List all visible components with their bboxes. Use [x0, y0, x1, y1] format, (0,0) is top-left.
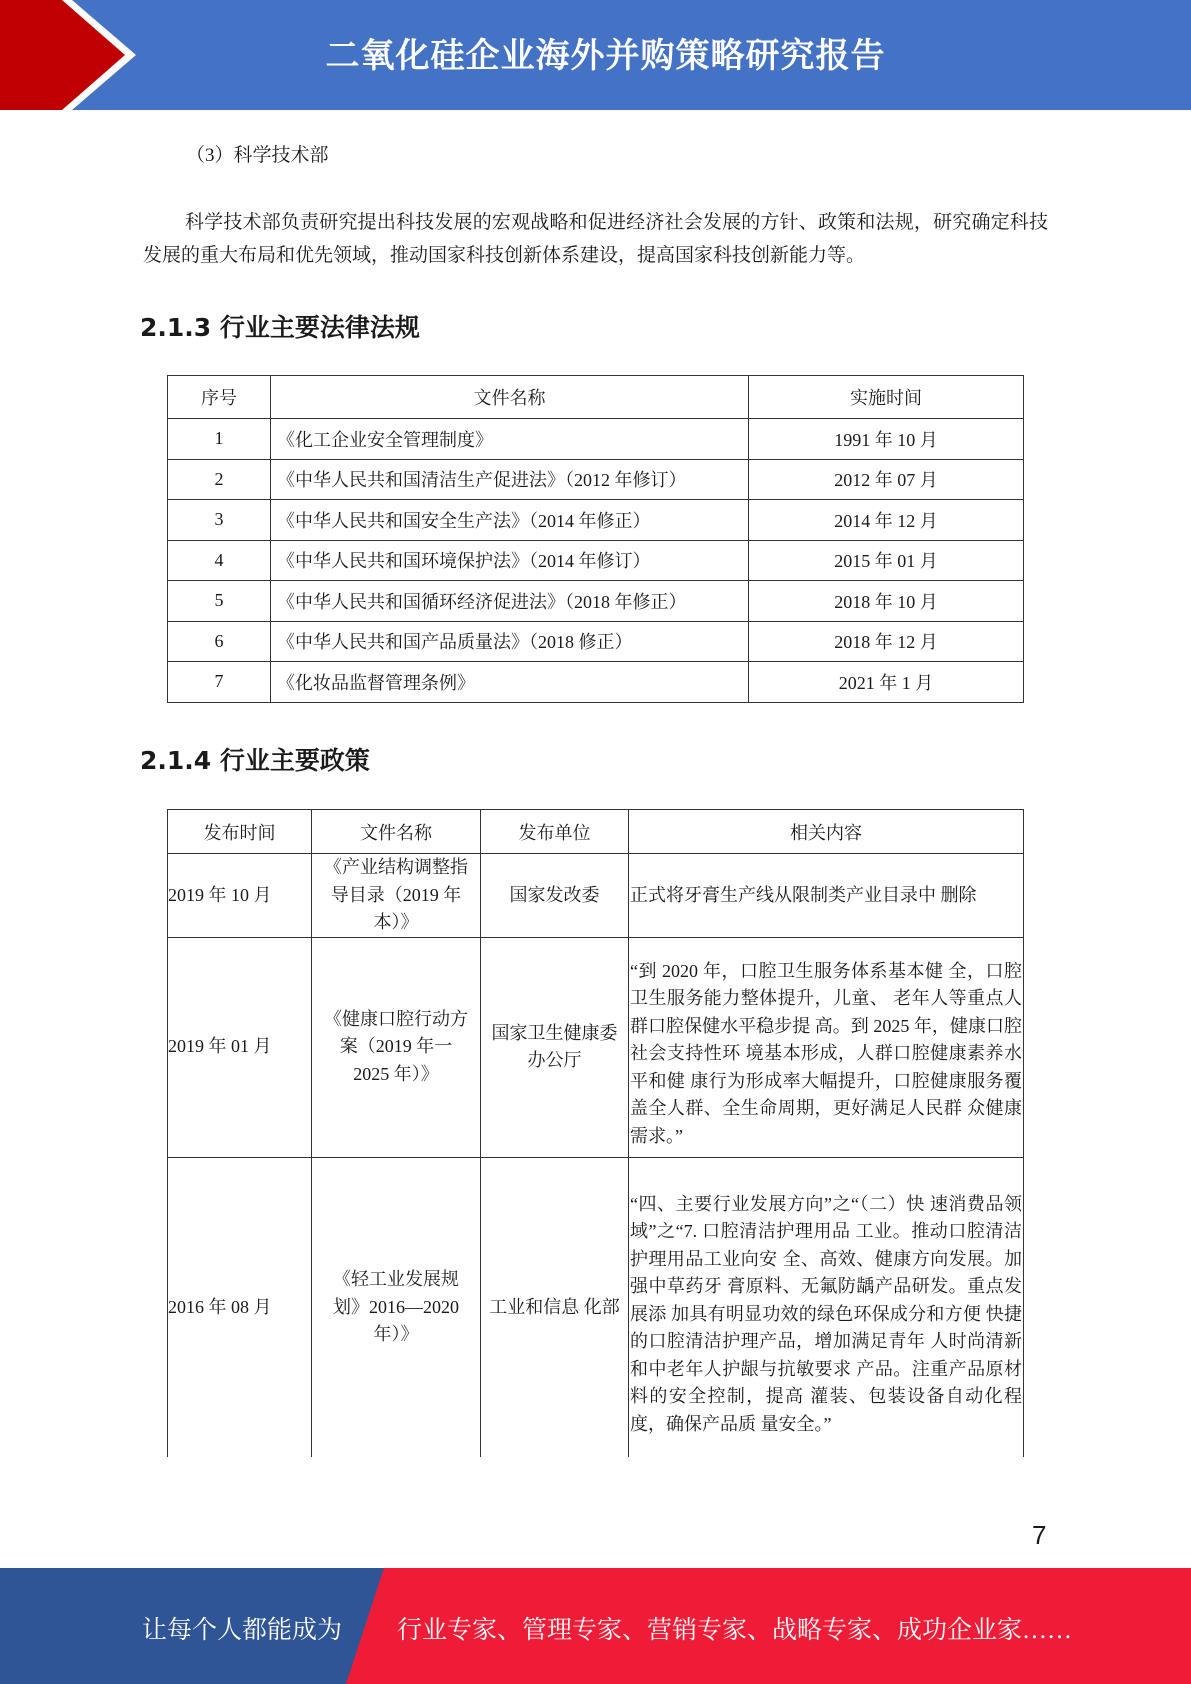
document-name: 《健康口腔行动方案（2019 年一 2025 年）》 [312, 937, 481, 1157]
column-header-content: 相关内容 [629, 810, 1024, 854]
table-header-row [168, 810, 1024, 854]
table-header-row [168, 376, 1024, 419]
table-row [168, 540, 1024, 581]
document-name: 《中华人民共和国清洁生产促进法》（2012 年修订） [271, 459, 749, 500]
effective-date: 2018 年 10 月 [749, 581, 1024, 622]
column-header-release-date: 发布时间 [168, 810, 312, 854]
laws-table [167, 375, 1024, 703]
effective-date: 2018 年 12 月 [749, 621, 1024, 662]
effective-date: 2021 年 1 月 [749, 662, 1024, 703]
document-name: 《轻工业发展规划》2016—2020 年）》 [312, 1157, 481, 1457]
row-number: 7 [168, 662, 271, 703]
release-date: 2016 年 08 月 [168, 1157, 312, 1457]
document-name: 《中华人民共和国环境保护法》（2014 年修订） [271, 540, 749, 581]
issuer: 工业和信息 化部 [481, 1157, 629, 1457]
effective-date: 2012 年 07 月 [749, 459, 1024, 500]
footer-slogan-right: 行业专家、管理专家、营销专家、战略专家、成功企业家…… [397, 1617, 1073, 1644]
table-row [168, 459, 1024, 500]
sub-heading: （3）科学技术部 [186, 145, 329, 166]
release-date: 2019 年 10 月 [168, 854, 312, 938]
document-name: 《中华人民共和国产品质量法》（2018 修正） [271, 621, 749, 662]
table-row [168, 662, 1024, 703]
table-row [168, 419, 1024, 460]
issuer: 国家发改委 [481, 854, 629, 938]
row-number: 6 [168, 621, 271, 662]
document-name: 《产业结构调整指导目录（2019 年本）》 [312, 854, 481, 938]
row-number: 5 [168, 581, 271, 622]
report-title: 二氧化硅企业海外并购策略研究报告 [325, 36, 886, 76]
document-name: 《化工企业安全管理制度》 [271, 419, 749, 460]
page-footer [0, 1568, 1191, 1684]
policies-table [167, 809, 1024, 1457]
row-number: 3 [168, 500, 271, 541]
table-row [168, 581, 1024, 622]
footer-slogan-left: 让每个人都能成为 [142, 1617, 343, 1644]
related-content: 正式将牙膏生产线从限制类产业目录中 删除 [629, 854, 1024, 938]
table-row [168, 500, 1024, 541]
related-content: “到 2020 年，口腔卫生服务体系基本健 全，口腔卫生服务能力整体提升，儿童、 老年人等重点人群口腔保健水平稳步提 高。到 2025 年，健康口腔社会支持性环 境基本形成，人群口腔健康素养水平和健 康行为形成率大幅提升，口腔健康服务覆 盖全人群、全生命周期，更好满足人民群 众健康需求。” [629, 937, 1024, 1157]
body-paragraph: 科学技术部负责研究提出科技发展的宏观战略和促进经济社会发展的方针、政策和法规，研究确定科技发展的重大布局和优先领域，推动国家科技创新体系建设，提高国家科技创新能力等。 [143, 212, 1048, 266]
document-name: 《中华人民共和国循环经济促进法》（2018 年修正） [271, 581, 749, 622]
row-number: 4 [168, 540, 271, 581]
section-title-laws: 2.1.3 行业主要法律法规 [140, 313, 420, 342]
table-row [168, 854, 1024, 938]
table-row [168, 937, 1024, 1157]
section-title-policies: 2.1.4 行业主要政策 [140, 746, 370, 775]
table-row [168, 621, 1024, 662]
row-number: 2 [168, 459, 271, 500]
column-header-effective-date: 实施时间 [749, 376, 1024, 419]
related-content: “四、主要行业发展方向”之“（二）快 速消费品领域”之“7. 口腔清洁护理用品 工业。推动口腔清洁护理用品工业向安 全、高效、健康方向发展。加强中草药牙 膏原料、无氟防龋产品研发。重点发展添 加具有明显功效的绿色环保成分和方便 快捷的口腔清洁护理产品，增加满足青年 人时尚清新和中老年人护龈与抗敏要求 产品。注重产品原材料的安全控制，提高 灌装、包装设备自动化程度，确保产品质 量安全。” [629, 1157, 1024, 1457]
document-name: 《化妆品监督管理条例》 [271, 662, 749, 703]
page-number: 7 [1032, 1520, 1047, 1550]
row-number: 1 [168, 419, 271, 460]
column-header-number: 序号 [168, 376, 271, 419]
issuer: 国家卫生健康委办公厅 [481, 937, 629, 1157]
column-header-document-name: 文件名称 [312, 810, 481, 854]
effective-date: 2015 年 01 月 [749, 540, 1024, 581]
effective-date: 1991 年 10 月 [749, 419, 1024, 460]
column-header-issuer: 发布单位 [481, 810, 629, 854]
page-header [0, 0, 1191, 110]
effective-date: 2014 年 12 月 [749, 500, 1024, 541]
table-row [168, 1157, 1024, 1457]
document-name: 《中华人民共和国安全生产法》（2014 年修正） [271, 500, 749, 541]
release-date: 2019 年 01 月 [168, 937, 312, 1157]
column-header-document-name: 文件名称 [271, 376, 749, 419]
